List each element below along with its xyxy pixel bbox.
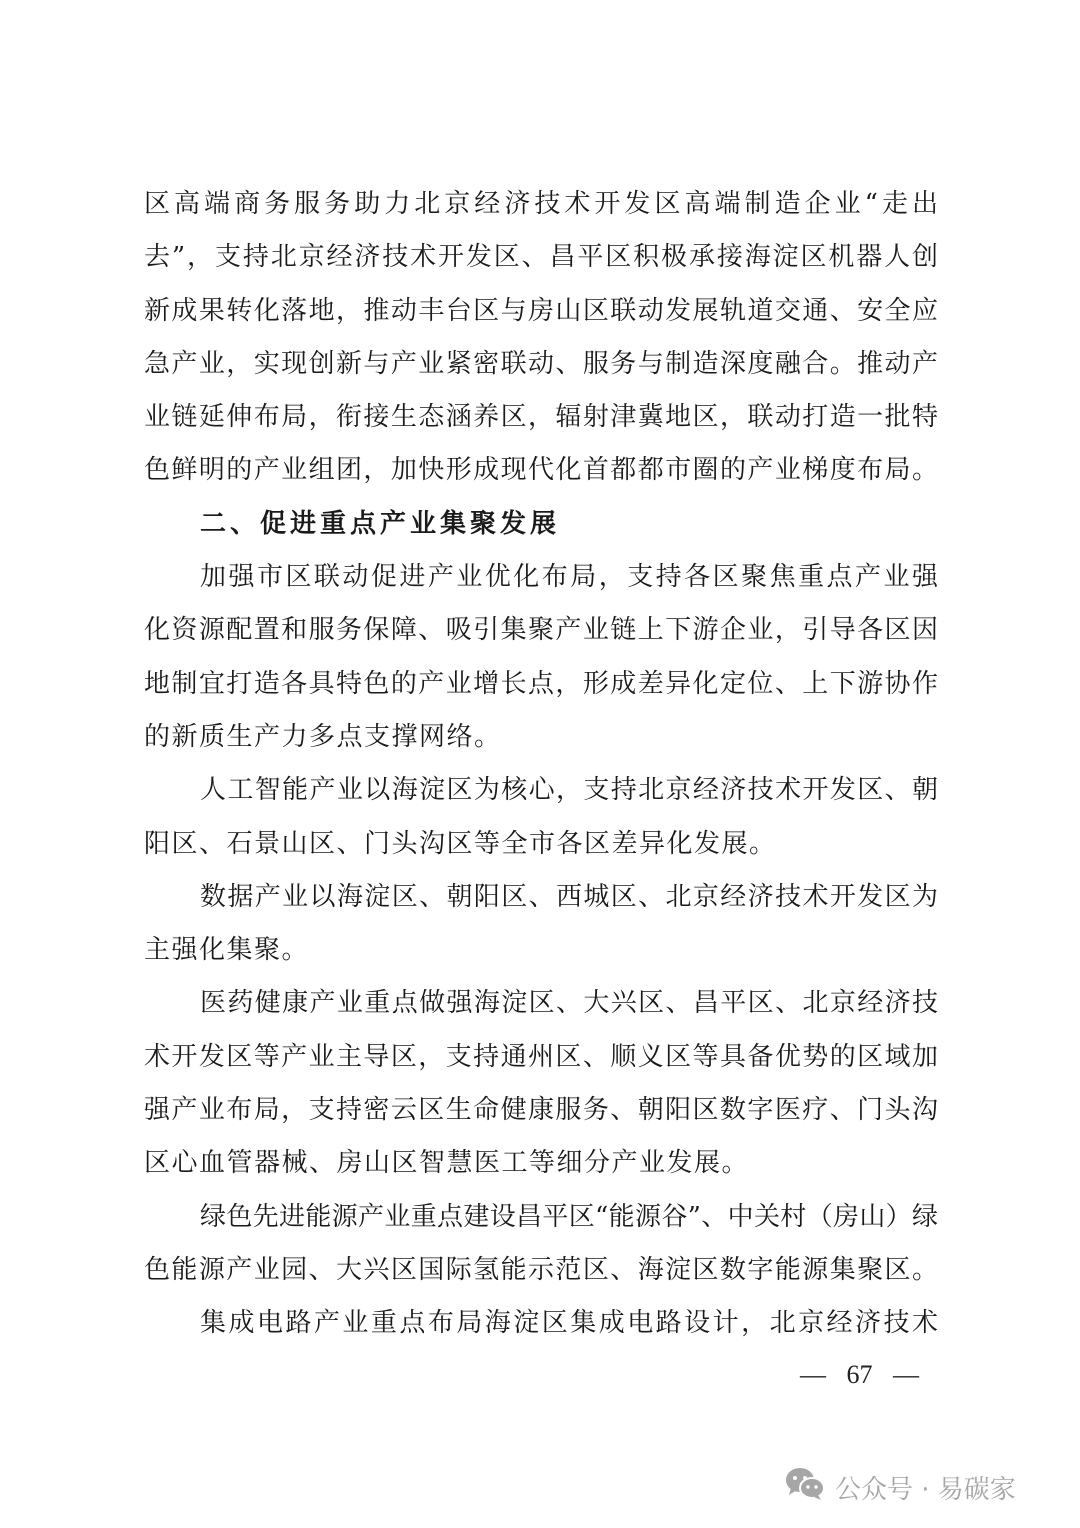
text-line: 业链延伸布局，衔接生态涵养区，辐射津冀地区，联动打造一批特 — [144, 402, 938, 433]
text-line: 区高端商务服务助力北京经济技术开发区高端制造企业“走出 — [144, 189, 938, 219]
text-line: 绿色先进能源产业重点建设昌平区“能源谷”、中关村（房山）绿 — [200, 1201, 938, 1232]
paragraph — [144, 178, 938, 498]
text-line: 数据产业以海淀区、朝阳区、西城区、北京经济技术开发区为 — [200, 881, 938, 912]
text-line: 阳区、石景山区、门头沟区等全市各区差异化发展。 — [144, 828, 777, 859]
text-line: 地制宜打造各具特色的产业增长点，形成差异化定位、上下游协作 — [144, 668, 938, 699]
paragraph — [144, 871, 938, 978]
text-line: 强产业布局，支持密云区生命健康服务、朝阳区数字医疗、门头沟 — [144, 1095, 938, 1126]
text-line: 的新质生产力多点支撑网络。 — [144, 721, 502, 752]
text-line: 加强市区联动促进产业优化布局，支持各区聚焦重点产业强 — [200, 562, 938, 593]
text-line: 化资源配置和服务保障、吸引集聚产业链上下游企业，引导各区因 — [144, 615, 938, 646]
text-line: 急产业，实现创新与产业紧密联动、服务与制造深度融合。推动产 — [144, 348, 938, 379]
text-line: 人工智能产业以海淀区为核心，支持北京经济技术开发区、朝 — [200, 775, 938, 806]
text-line: 术开发区等产业主导区，支持通州区、顺义区等具备优势的区域加 — [144, 1041, 938, 1072]
text-line: 色鲜明的产业组团，加快形成现代化首都都市圈的产业梯度布局。 — [144, 455, 938, 486]
wechat-icon — [785, 1466, 825, 1509]
text-line: 去”，支持北京经济技术开发区、昌平区积极承接海淀区机器人创 — [144, 242, 938, 273]
paragraph — [144, 551, 938, 764]
text-line: 新成果转化落地，推动丰台区与房山区联动发展轨道交通、安全应 — [144, 295, 938, 326]
watermark-text: 公众号 · 易碳家 — [835, 1475, 1016, 1505]
text-line: 色能源产业园、大兴区国际氢能示范区、海淀区数字能源集聚区。 — [144, 1254, 938, 1285]
text-line: 区心血管器械、房山区智慧医工等细分产业发展。 — [144, 1148, 750, 1179]
text-line: 主强化集聚。 — [144, 935, 310, 966]
page-number: — 67 — — [800, 1360, 919, 1389]
text-line: 集成电路产业重点布局海淀区集成电路设计，北京经济技术 — [200, 1308, 938, 1339]
document-body — [144, 178, 938, 1351]
paragraph — [144, 1297, 938, 1350]
paragraph — [144, 1191, 938, 1298]
section-heading: 二、促进重点产业集聚发展 — [200, 508, 561, 539]
text-line: 医药健康产业重点做强海淀区、大兴区、昌平区、北京经济技 — [200, 988, 938, 1019]
paragraph — [144, 977, 938, 1190]
paragraph — [144, 764, 938, 871]
watermark — [785, 1466, 1016, 1509]
